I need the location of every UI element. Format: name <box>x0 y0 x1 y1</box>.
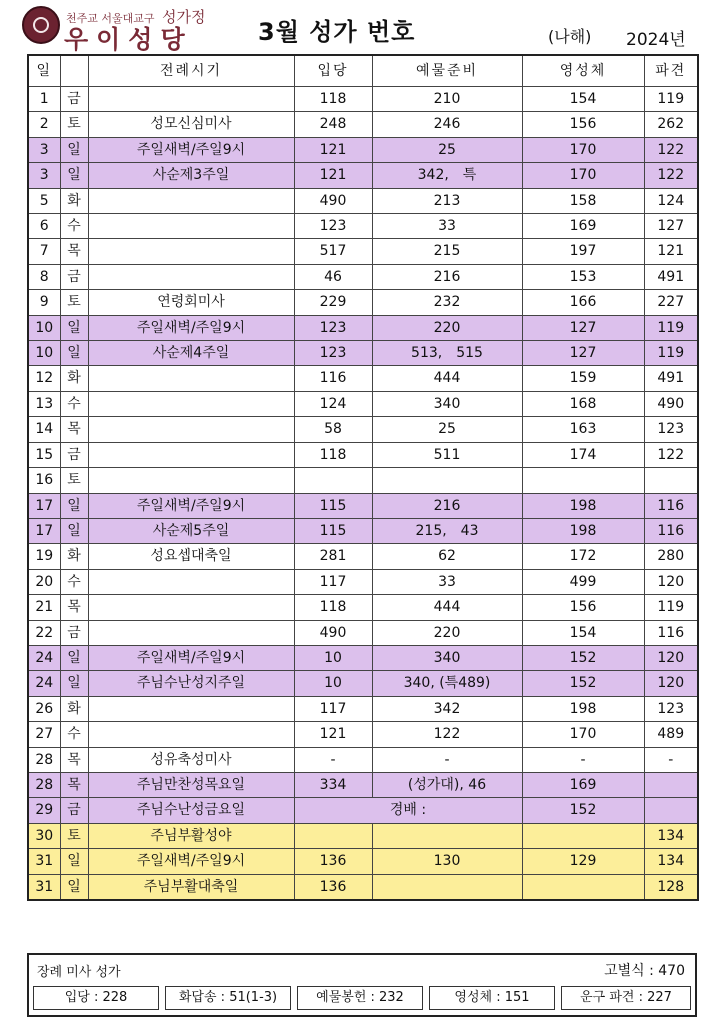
table-row <box>28 823 698 848</box>
cell-day: 3 <box>28 163 60 188</box>
cell-entrance: 121 <box>294 163 372 188</box>
table-row <box>28 772 698 797</box>
cell-day: 9 <box>28 290 60 315</box>
cell-sending: 121 <box>644 239 698 264</box>
cell-liturgy <box>88 595 294 620</box>
cell-entrance: 10 <box>294 645 372 670</box>
table-row <box>28 569 698 594</box>
cell-liturgy <box>88 569 294 594</box>
hymn-schedule-table <box>27 54 699 901</box>
cell-liturgy: 성요셉대축일 <box>88 544 294 569</box>
summary-sending: 운구 파견 : 227 <box>561 986 691 1010</box>
cell-entrance: 136 <box>294 874 372 900</box>
cell-entrance <box>294 823 372 848</box>
cell-offertory: 210 <box>372 87 522 112</box>
cell-communion: 197 <box>522 239 644 264</box>
cell-entrance: 123 <box>294 341 372 366</box>
cell-liturgy <box>88 87 294 112</box>
cell-weekday: 토 <box>60 112 88 137</box>
cell-liturgy: 주일새벽/주일9시 <box>88 315 294 340</box>
cell-entrance: 248 <box>294 112 372 137</box>
cell-day: 17 <box>28 518 60 543</box>
cell-offertory: 246 <box>372 112 522 137</box>
table-row <box>28 671 698 696</box>
table-row <box>28 188 698 213</box>
cell-offertory: 216 <box>372 264 522 289</box>
cell-communion: 156 <box>522 112 644 137</box>
cell-sending: 489 <box>644 722 698 747</box>
cell-day: 28 <box>28 772 60 797</box>
cell-communion: 152 <box>522 798 644 823</box>
cell-liturgy <box>88 468 294 493</box>
cell-entrance: 124 <box>294 391 372 416</box>
cell-communion: 153 <box>522 264 644 289</box>
cell-entrance: - <box>294 747 372 772</box>
cell-liturgy: 사순제5주일 <box>88 518 294 543</box>
table-row <box>28 112 698 137</box>
cell-day: 10 <box>28 341 60 366</box>
cell-weekday: 금 <box>60 620 88 645</box>
cell-sending: 119 <box>644 595 698 620</box>
cell-liturgy <box>88 696 294 721</box>
cell-offertory: 513, 515 <box>372 341 522 366</box>
cell-sending <box>644 798 698 823</box>
cell-day: 15 <box>28 442 60 467</box>
cell-offertory: 511 <box>372 442 522 467</box>
cell-offertory: 62 <box>372 544 522 569</box>
cell-entrance: 118 <box>294 87 372 112</box>
cell-weekday: 일 <box>60 849 88 874</box>
cell-offertory: - <box>372 747 522 772</box>
col-communion: 영성체 <box>522 55 644 87</box>
cell-communion: 152 <box>522 645 644 670</box>
cell-sending: 122 <box>644 137 698 162</box>
cell-offertory: 33 <box>372 214 522 239</box>
table-row <box>28 620 698 645</box>
table-row <box>28 137 698 162</box>
cell-offertory: 340 <box>372 645 522 670</box>
table-row <box>28 442 698 467</box>
page-title: 3월 성가 번호 <box>258 18 416 46</box>
cell-offertory: 340 <box>372 391 522 416</box>
table-row <box>28 849 698 874</box>
cell-entrance: 121 <box>294 722 372 747</box>
cell-communion: 170 <box>522 137 644 162</box>
col-liturgy: 전례시기 <box>88 55 294 87</box>
cell-weekday: 화 <box>60 366 88 391</box>
cell-sending: 491 <box>644 264 698 289</box>
cell-liturgy: 성모신심미사 <box>88 112 294 137</box>
cell-liturgy <box>88 620 294 645</box>
cell-entrance: 490 <box>294 188 372 213</box>
cell-liturgy <box>88 366 294 391</box>
cell-liturgy: 사순제4주일 <box>88 341 294 366</box>
cell-weekday: 일 <box>60 518 88 543</box>
cell-liturgy <box>88 417 294 442</box>
cell-entrance: 118 <box>294 595 372 620</box>
cell-weekday: 화 <box>60 188 88 213</box>
cell-weekday: 금 <box>60 798 88 823</box>
table-header-row <box>28 55 698 87</box>
cell-offertory: 232 <box>372 290 522 315</box>
cell-offertory: 220 <box>372 315 522 340</box>
cell-weekday: 일 <box>60 645 88 670</box>
cell-communion: 499 <box>522 569 644 594</box>
cell-liturgy <box>88 442 294 467</box>
cell-offertory <box>372 823 522 848</box>
cell-sending: 128 <box>644 874 698 900</box>
cell-weekday: 토 <box>60 468 88 493</box>
cell-day: 12 <box>28 366 60 391</box>
col-sending: 파견 <box>644 55 698 87</box>
cell-entrance: 115 <box>294 518 372 543</box>
year-label: 2024년 <box>626 30 686 50</box>
cell-weekday: 일 <box>60 163 88 188</box>
cell-sending: 122 <box>644 163 698 188</box>
cell-communion: 168 <box>522 391 644 416</box>
cell-sending: 116 <box>644 493 698 518</box>
summary-entrance: 입당 : 228 <box>33 986 159 1010</box>
cell-day: 26 <box>28 696 60 721</box>
cell-day: 29 <box>28 798 60 823</box>
cell-liturgy: 주님만찬성목요일 <box>88 772 294 797</box>
cell-liturgy: 사순제3주일 <box>88 163 294 188</box>
cell-sending: 123 <box>644 696 698 721</box>
table-row <box>28 417 698 442</box>
cell-sending: 280 <box>644 544 698 569</box>
cell-day: 7 <box>28 239 60 264</box>
cell-weekday: 일 <box>60 315 88 340</box>
parish-name: 우이성당 <box>64 25 193 54</box>
cell-offertory: 220 <box>372 620 522 645</box>
cell-communion: 129 <box>522 849 644 874</box>
cell-sending: 120 <box>644 671 698 696</box>
col-entrance: 입당 <box>294 55 372 87</box>
cell-liturgy <box>88 188 294 213</box>
cell-weekday: 금 <box>60 264 88 289</box>
cell-sending: 116 <box>644 620 698 645</box>
cell-offertory: 444 <box>372 595 522 620</box>
cell-communion: 158 <box>522 188 644 213</box>
table-row <box>28 341 698 366</box>
cell-liturgy: 주일새벽/주일9시 <box>88 493 294 518</box>
table-row <box>28 391 698 416</box>
farewell-hymn: 고별식 : 470 <box>604 963 685 979</box>
cell-communion: 163 <box>522 417 644 442</box>
cell-liturgy: 연령회미사 <box>88 290 294 315</box>
cell-liturgy <box>88 214 294 239</box>
cell-sending <box>644 772 698 797</box>
table-row <box>28 214 698 239</box>
table-row <box>28 315 698 340</box>
cell-communion: 127 <box>522 341 644 366</box>
cell-sending: 116 <box>644 518 698 543</box>
cell-offertory: 216 <box>372 493 522 518</box>
cell-sending: 127 <box>644 214 698 239</box>
cell-entrance: 229 <box>294 290 372 315</box>
cell-day: 27 <box>28 722 60 747</box>
cell-communion: 169 <box>522 214 644 239</box>
table-row <box>28 87 698 112</box>
cell-day: 2 <box>28 112 60 137</box>
cell-sending: - <box>644 747 698 772</box>
funeral-mass-summary <box>27 953 697 1017</box>
cell-offertory: 213 <box>372 188 522 213</box>
cell-day: 24 <box>28 645 60 670</box>
cell-weekday: 일 <box>60 341 88 366</box>
table-row <box>28 366 698 391</box>
summary-items <box>33 986 693 1010</box>
cell-communion: 166 <box>522 290 644 315</box>
cell-offertory: 경배 : <box>294 798 522 823</box>
cell-communion: - <box>522 747 644 772</box>
cell-entrance: 10 <box>294 671 372 696</box>
cell-weekday: 목 <box>60 747 88 772</box>
cell-day: 5 <box>28 188 60 213</box>
cell-liturgy: 주님수난성지주일 <box>88 671 294 696</box>
cell-liturgy: 주일새벽/주일9시 <box>88 645 294 670</box>
cell-offertory <box>372 468 522 493</box>
table-row <box>28 468 698 493</box>
table-row <box>28 696 698 721</box>
table-row <box>28 239 698 264</box>
cell-communion: 127 <box>522 315 644 340</box>
cell-communion: 169 <box>522 772 644 797</box>
cell-entrance: 121 <box>294 137 372 162</box>
cell-weekday: 화 <box>60 544 88 569</box>
cell-sending: 227 <box>644 290 698 315</box>
cell-sending: 124 <box>644 188 698 213</box>
table-row <box>28 493 698 518</box>
cell-entrance <box>294 468 372 493</box>
table-row <box>28 544 698 569</box>
cell-entrance: 46 <box>294 264 372 289</box>
cell-offertory: 215 <box>372 239 522 264</box>
cell-weekday: 일 <box>60 137 88 162</box>
cell-liturgy <box>88 722 294 747</box>
cell-weekday: 목 <box>60 417 88 442</box>
parish-logo <box>22 6 60 44</box>
cell-sending: 119 <box>644 341 698 366</box>
cell-offertory: 33 <box>372 569 522 594</box>
cell-entrance: 115 <box>294 493 372 518</box>
cell-day: 8 <box>28 264 60 289</box>
cell-day: 19 <box>28 544 60 569</box>
diocese-label: 천주교 서울대교구 <box>66 12 155 25</box>
cell-communion: 154 <box>522 620 644 645</box>
cell-offertory: (성가대), 46 <box>372 772 522 797</box>
cell-liturgy: 성유축성미사 <box>88 747 294 772</box>
table-row <box>28 264 698 289</box>
cell-day: 30 <box>28 823 60 848</box>
cell-entrance: 123 <box>294 214 372 239</box>
cell-entrance: 490 <box>294 620 372 645</box>
cell-weekday: 일 <box>60 874 88 900</box>
table-row <box>28 747 698 772</box>
cell-entrance: 334 <box>294 772 372 797</box>
cell-entrance: 58 <box>294 417 372 442</box>
cell-weekday: 토 <box>60 823 88 848</box>
summary-offertory: 예물봉헌 : 232 <box>297 986 423 1010</box>
cell-day: 3 <box>28 137 60 162</box>
cell-weekday: 수 <box>60 569 88 594</box>
table-row <box>28 290 698 315</box>
cell-offertory: 122 <box>372 722 522 747</box>
cell-offertory: 342 <box>372 696 522 721</box>
col-weekday <box>60 55 88 87</box>
summary-psalm: 화답송 : 51(1-3) <box>165 986 291 1010</box>
cell-weekday: 토 <box>60 290 88 315</box>
cell-offertory: 25 <box>372 137 522 162</box>
cell-communion: 172 <box>522 544 644 569</box>
cell-offertory: 215, 43 <box>372 518 522 543</box>
cell-liturgy: 주일새벽/주일9시 <box>88 849 294 874</box>
cell-liturgy <box>88 391 294 416</box>
cell-sending: 120 <box>644 645 698 670</box>
table-row <box>28 163 698 188</box>
cell-sending: 262 <box>644 112 698 137</box>
cell-communion: 152 <box>522 671 644 696</box>
table-row <box>28 722 698 747</box>
cell-sending: 134 <box>644 849 698 874</box>
cell-sending: 120 <box>644 569 698 594</box>
cell-sending: 490 <box>644 391 698 416</box>
cell-communion: 198 <box>522 696 644 721</box>
header <box>0 0 715 56</box>
cell-entrance: 136 <box>294 849 372 874</box>
cell-weekday: 화 <box>60 696 88 721</box>
liturgical-year-label: (나해) <box>548 27 592 46</box>
table-row <box>28 874 698 900</box>
cell-day: 24 <box>28 671 60 696</box>
cell-communion: 170 <box>522 722 644 747</box>
cell-sending: 123 <box>644 417 698 442</box>
cell-sending <box>644 468 698 493</box>
cell-entrance: 281 <box>294 544 372 569</box>
cell-weekday: 금 <box>60 442 88 467</box>
cell-communion: 159 <box>522 366 644 391</box>
cell-day: 16 <box>28 468 60 493</box>
cell-day: 13 <box>28 391 60 416</box>
cell-offertory: 444 <box>372 366 522 391</box>
cell-sending: 119 <box>644 315 698 340</box>
cell-day: 20 <box>28 569 60 594</box>
table-row <box>28 798 698 823</box>
cell-day: 6 <box>28 214 60 239</box>
summary-title: 장례 미사 성가 <box>37 965 121 980</box>
cell-day: 31 <box>28 849 60 874</box>
cell-offertory: 25 <box>372 417 522 442</box>
col-day: 일 <box>28 55 60 87</box>
cell-offertory <box>372 874 522 900</box>
cell-communion: 154 <box>522 87 644 112</box>
cell-day: 17 <box>28 493 60 518</box>
cell-sending: 119 <box>644 87 698 112</box>
cell-offertory: 340, (특489) <box>372 671 522 696</box>
cell-entrance: 117 <box>294 569 372 594</box>
cell-day: 21 <box>28 595 60 620</box>
cell-day: 28 <box>28 747 60 772</box>
cell-day: 14 <box>28 417 60 442</box>
table-row <box>28 645 698 670</box>
col-offertory: 예물준비 <box>372 55 522 87</box>
cell-communion <box>522 874 644 900</box>
cell-entrance: 123 <box>294 315 372 340</box>
cell-communion: 198 <box>522 518 644 543</box>
cell-weekday: 일 <box>60 493 88 518</box>
cell-liturgy <box>88 239 294 264</box>
cell-liturgy: 주님부활대축일 <box>88 874 294 900</box>
cell-entrance: 517 <box>294 239 372 264</box>
cell-communion: 198 <box>522 493 644 518</box>
cell-offertory: 342, 특 <box>372 163 522 188</box>
cell-communion <box>522 823 644 848</box>
cell-weekday: 금 <box>60 87 88 112</box>
cell-liturgy <box>88 264 294 289</box>
cell-communion <box>522 468 644 493</box>
cell-day: 1 <box>28 87 60 112</box>
cell-entrance: 117 <box>294 696 372 721</box>
cell-weekday: 일 <box>60 671 88 696</box>
cell-entrance: 116 <box>294 366 372 391</box>
cell-weekday: 수 <box>60 391 88 416</box>
cell-communion: 170 <box>522 163 644 188</box>
cell-weekday: 수 <box>60 722 88 747</box>
cell-weekday: 목 <box>60 595 88 620</box>
cell-weekday: 수 <box>60 214 88 239</box>
cell-offertory: 130 <box>372 849 522 874</box>
cell-sending: 134 <box>644 823 698 848</box>
cell-day: 22 <box>28 620 60 645</box>
cell-liturgy: 주님수난성금요일 <box>88 798 294 823</box>
cell-day: 10 <box>28 315 60 340</box>
cell-entrance: 118 <box>294 442 372 467</box>
table-row <box>28 595 698 620</box>
summary-communion: 영성체 : 151 <box>429 986 555 1010</box>
cell-communion: 156 <box>522 595 644 620</box>
cell-weekday: 목 <box>60 239 88 264</box>
cell-sending: 122 <box>644 442 698 467</box>
cell-liturgy: 주일새벽/주일9시 <box>88 137 294 162</box>
table-row <box>28 518 698 543</box>
cell-weekday: 목 <box>60 772 88 797</box>
holy-family-label: 성가정 <box>162 8 206 26</box>
cell-day: 31 <box>28 874 60 900</box>
cell-sending: 491 <box>644 366 698 391</box>
cell-liturgy: 주님부활성야 <box>88 823 294 848</box>
cell-communion: 174 <box>522 442 644 467</box>
